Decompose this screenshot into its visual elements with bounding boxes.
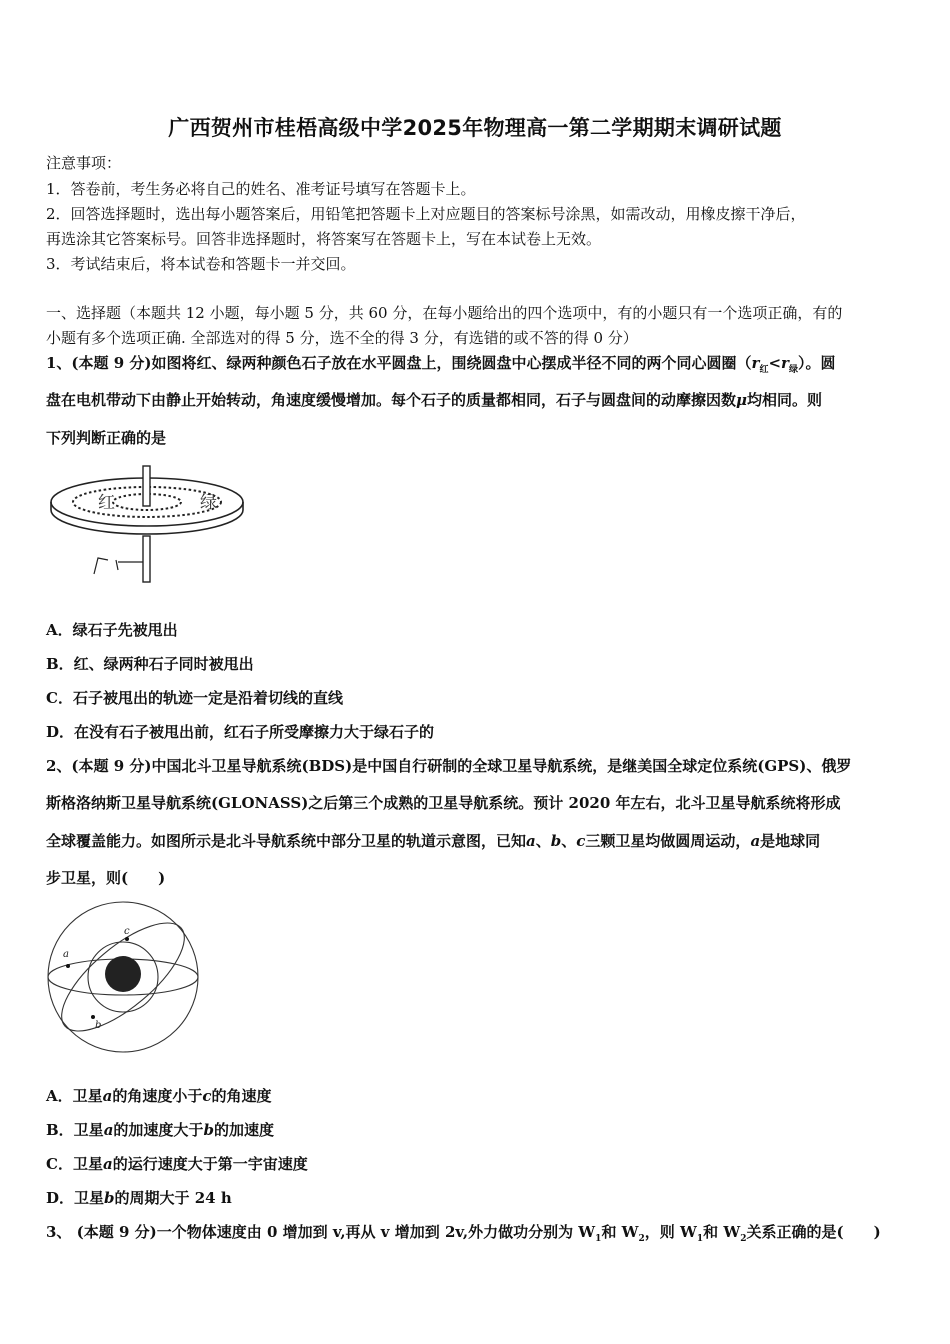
q2-stem-line-4: 步卫星，则( ) bbox=[46, 869, 166, 887]
q3-stem: 3、 (本题 9 分)一个物体速度由 0 增加到 v,再从 v 增加到 2v,外力做功分别为 $W_1$和 $W_2$，则 $W_1$和 $W_2$关系正确的是( ) bbox=[46, 1223, 881, 1244]
page-title: 广西贺州市桂梧高级中学2025年物理高一第二学期期末调研试题 bbox=[168, 116, 782, 140]
q1-stem-line-3: 下列判断正确的是 bbox=[46, 429, 167, 447]
q2-option-d: D．卫星b的周期大于 24 h bbox=[46, 1189, 232, 1207]
label-c: c bbox=[124, 926, 130, 937]
satellite-orbits-figure bbox=[46, 900, 206, 1056]
q2-stem-line-1: 2、(本题 9 分)中国北斗卫星导航系统(BDS)是中国自行研制的全球卫星导航系统，是继美国全球定位系统(GPS)、俄罗 bbox=[46, 757, 852, 775]
notice-heading: 注意事项： bbox=[46, 154, 122, 172]
q2-option-a: A．卫星a的角速度小于c的角速度 bbox=[46, 1087, 272, 1105]
notice-item-2: 2．回答选择题时，选出每小题答案后，用铅笔把答题卡上对应题目的答案标号涂黑，如需改动，用橡皮擦干净后， bbox=[46, 205, 806, 223]
label-a: a bbox=[63, 949, 69, 960]
q1-option-a: A．绿石子先被甩出 bbox=[46, 621, 178, 639]
rotating-disc-figure bbox=[46, 462, 251, 590]
q2-stem-line-3: 全球覆盖能力。如图所示是北斗导航系统中部分卫星的轨道示意图，已知a、b、c三颗卫星均做圆周运动，a是地球同 bbox=[46, 832, 821, 850]
q1-option-c: C．石子被甩出的轨迹一定是沿着切线的直线 bbox=[46, 689, 343, 707]
section-heading-cont: 小题有多个选项正确. 全部选对的得 5 分，选不全的得 3 分，有选错的或不答的得 0 分） bbox=[46, 329, 638, 347]
label-red: 红 bbox=[98, 493, 115, 513]
q2-stem-line-2: 斯格洛纳斯卫星导航系统(GLONASS)之后第三个成熟的卫星导航系统。预计 2020 年左右，北斗卫星导航系统将形成 bbox=[46, 794, 841, 812]
label-b: b bbox=[95, 1020, 102, 1031]
q1-option-b: B．红、绿两种石子同时被甩出 bbox=[46, 655, 254, 673]
notice-item-2-cont: 再选涂其它答案标号。回答非选择题时，将答案写在答题卡上，写在本试卷上无效。 bbox=[46, 230, 602, 248]
q1-stem-line-2: 盘在电机带动下由静止开始转动，角速度缓慢增加。每个石子的质量都相同，石子与圆盘间的动摩擦因数μ均相同。则 bbox=[46, 391, 823, 409]
q1-option-d: D．在没有石子被甩出前，红石子所受摩擦力大于绿石子的 bbox=[46, 723, 435, 741]
q2-option-c: C．卫星a的运行速度大于第一宇宙速度 bbox=[46, 1155, 308, 1173]
notice-item-1: 1．答卷前，考生务必将自己的姓名、准考证号填写在答题卡上。 bbox=[46, 180, 476, 198]
notice-item-3: 3．考试结束后，将本试卷和答题卡一并交回。 bbox=[46, 255, 356, 273]
section-heading: 一、选择题（本题共 12 小题，每小题 5 分，共 60 分，在每小题给出的四个选项中，有的小题只有一个选项正确，有的 bbox=[46, 304, 843, 322]
label-green: 绿 bbox=[200, 493, 217, 513]
q1-stem-line-1: 1、(本题 9 分)如图将红、绿两种颜色石子放在水平圆盘上，围绕圆盘中心摆成半径不同的两个同心圆圈$(r_红<r_绿)$。圆 bbox=[46, 354, 836, 375]
q2-option-b: B．卫星a的加速度大于b的加速度 bbox=[46, 1121, 274, 1139]
